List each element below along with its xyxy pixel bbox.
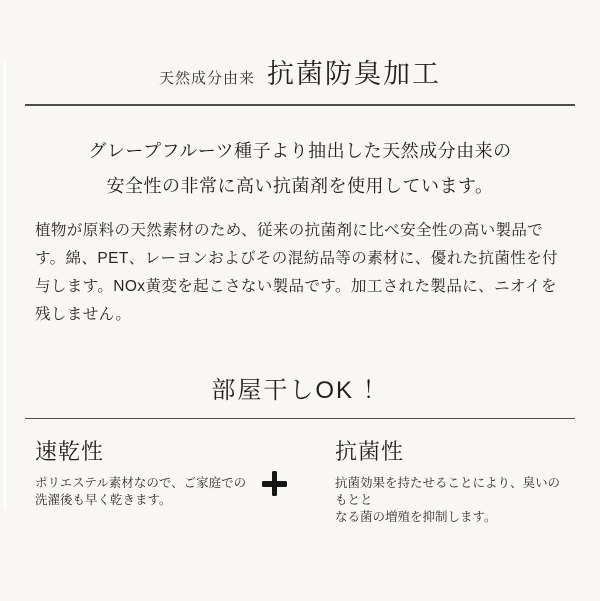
- lead-line-2: 安全性の非常に高い抗菌剤を使用しています。: [106, 175, 494, 196]
- lead-copy: [0, 134, 600, 204]
- left-edge-seam: [4, 60, 6, 510]
- page-title: 抗菌防臭加工: [267, 59, 441, 89]
- feature-quick-dry-desc-line-1: ポリエステル素材なので、ご家庭での: [35, 476, 247, 490]
- header-subtitle: 天然成分由来: [158, 70, 255, 87]
- feature-antibacterial-desc-line-2: なる菌の増殖を抑制します。: [335, 510, 497, 524]
- feature-quick-dry: [35, 438, 248, 509]
- feature-antibacterial: [300, 438, 565, 526]
- feature-quick-dry-desc-line-2: 洗濯後も早く乾きます。: [35, 493, 172, 507]
- body-paragraph: 植物が原料の天然素材のため、従来の抗菌剤に比べ安全性の高い製品です。綿、PET、レーヨンおよびその混紡品等の素材に、優れた抗菌性を付与します。NOx黄変を起こさない製品です。加工された製品に、ニオイを残しません。: [35, 221, 559, 323]
- divider-top: [25, 104, 575, 106]
- feature-antibacterial-desc: [335, 475, 565, 526]
- feature-antibacterial-desc-line-1: 抗菌効果を持たせることにより、臭いのもとと: [335, 476, 561, 507]
- plus-icon: [262, 471, 287, 496]
- feature-quick-dry-title: 速乾性: [35, 439, 105, 464]
- section-header: [0, 0, 600, 91]
- room-dry-heading: 部屋干しOK ！: [211, 376, 389, 404]
- lead-line-1: グレープフルーツ種子より抽出した天然成分由来の: [88, 140, 512, 161]
- feature-columns: [0, 419, 600, 526]
- feature-separator: [248, 438, 300, 496]
- feature-antibacterial-title: 抗菌性: [335, 439, 405, 464]
- feature-quick-dry-desc: [35, 475, 248, 509]
